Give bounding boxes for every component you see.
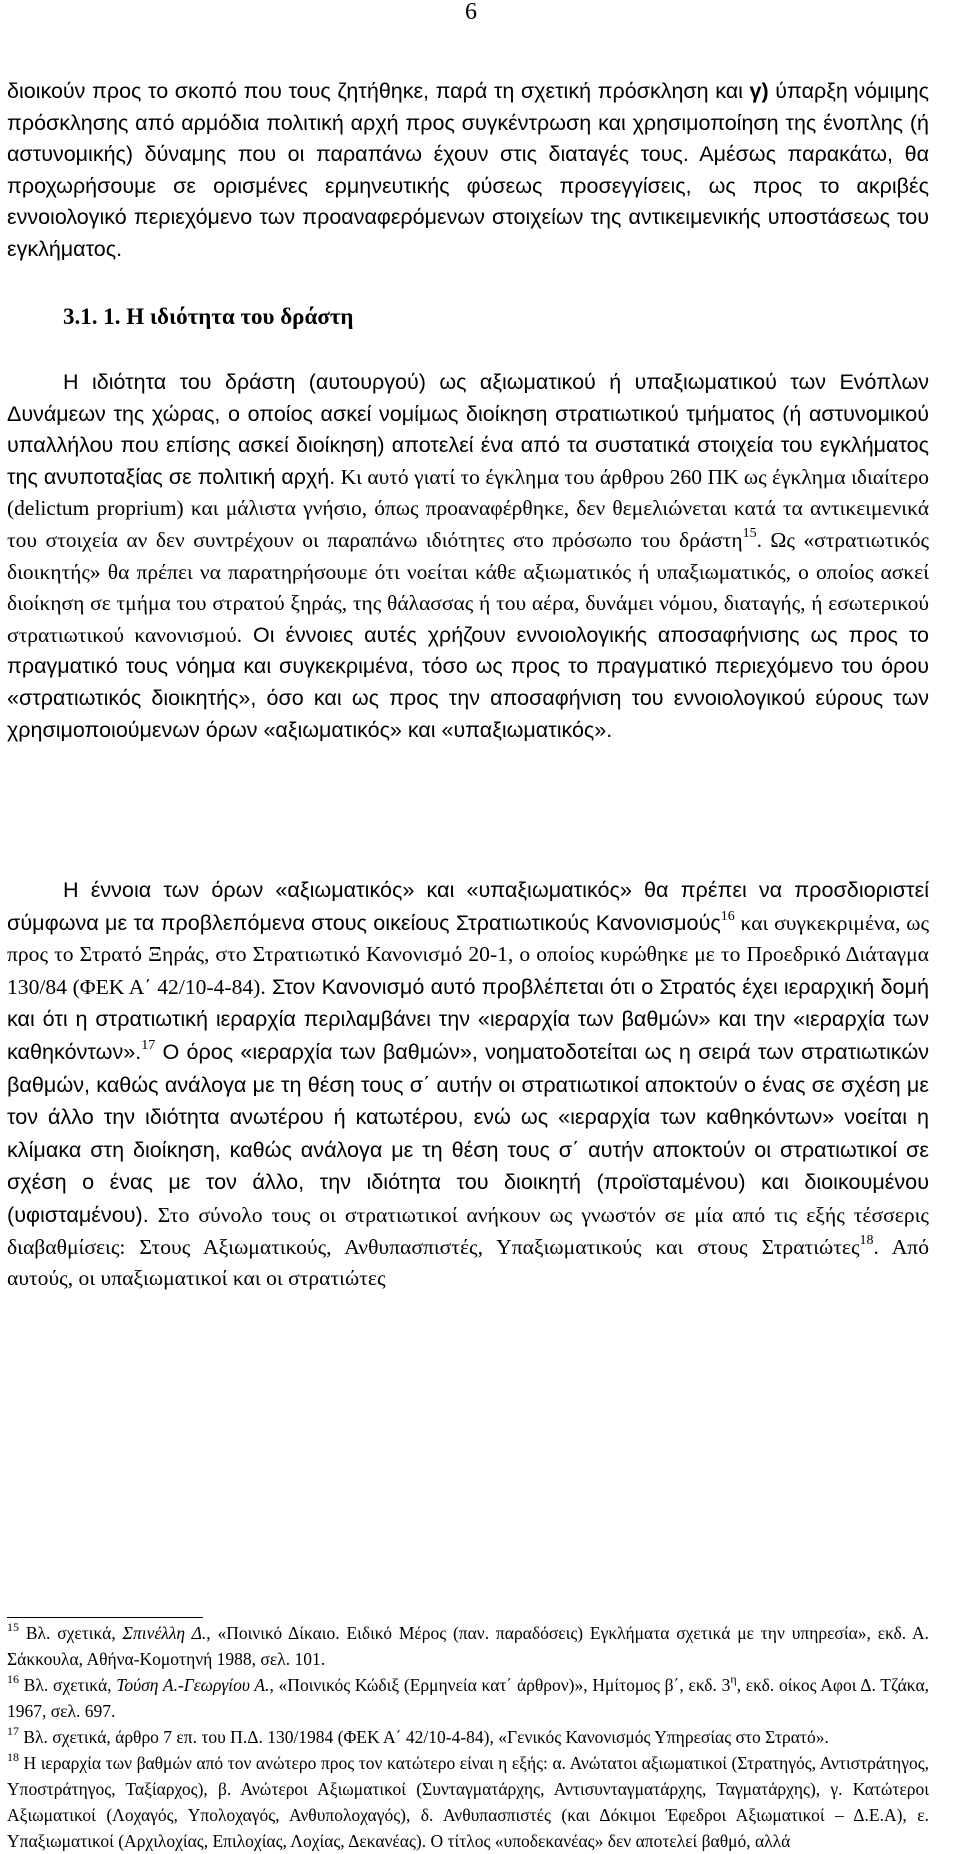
paragraph-officer-terms <box>7 874 929 1295</box>
footnote-number: 17 <box>7 1724 19 1738</box>
text-segment: ύπαρξη νόμιμης πρόσκλησης από αρμόδια πολιτική αρχή προς συγκέντρωση και χρησιμοποίηση της ένοπλης (ή αστυνομικής) δύναμης που οι παραπάνω έχουν στις διαταγές τους. Αμέσως παρακάτω, θα προχωρήσουμε σε ορισμένες ερμηνευτικής φύσεως προσεγγίσεις, ως προς το ακριβές εννοιολογικό περιεχόμενο των προαναφερόμενων στοιχείων της αντικειμενικής υποστάσεως του εγκλήματος. <box>7 79 929 261</box>
text-segment: Ο όρος «ιεραρχία των βαθμών», νοηματοδοτείται ως η σειρά των στρατιωτικών βαθμών, καθώς ανάλογα με τη θέση τους σ΄ αυτήν οι στρατιωτικοί αποκτούν ο ένας σε σχέση με τον άλλο την ιδιότητα ανωτέρου ή κατωτέρου, ενώ ως «ιεραρχία των καθηκόντων» νοείται η κλίμακα στη διοίκηση, καθώς ανάλογα με τη θέση τους σ΄ αυτήν αποκτούν οι στρατιωτικοί σε σχέση ο ένας με τον άλλο, την ιδιότητα του διοικητή (προϊσταμένου) και διοικουμένου (υφισταμένου). <box>7 1038 929 1227</box>
footnote-text: Η ιεραρχία των βαθμών από τον ανώτερο προς τον κατώτερο είναι η εξής: α. Ανώτατοι αξιωματικοί (Στρατηγός, Αντιστράτηγος, Υποστράτηγος, Ταξίαρχος), β. Ανώτεροι Αξιωματικοί (Συνταγματάρχης, Αντισυνταγματάρχης, Ταγματάρχης), γ. Κατώτεροι Αξιωματικοί (Λοχαγός, Υπολοχαγός, Ανθυπολοχαγός), δ. Ανθυπασπιστές (και Δόκιμοι Έφεδροι Αξιωματικοί – Δ.Ε.Α), ε. Υπαξιωματικοί (Αρχιλοχίας, Επιλοχίας, Λοχίας, Δεκανέας). Ο τίτλος «υποδεκανέας» δεν αποτελεί βαθμό, αλλά <box>7 1753 929 1851</box>
text-segment: Στον Κανονισμό αυτό προβλέπεται ότι ο Στρατός έχει ιεραρχική δομή και ότι η στρατιωτική ιεραρχία περιλαμβάνει την «ιεραρχία των βαθμών» και την «ιεραρχία των καθηκόντων». <box>7 973 929 1064</box>
page-number: 6 <box>465 0 477 25</box>
footnote-18 <box>7 1750 929 1854</box>
bold-marker: γ) <box>749 79 769 103</box>
footnote-ref-18[interactable]: 18 <box>859 1232 874 1248</box>
footnote-text: Βλ. σχετικά, <box>19 1675 117 1695</box>
text-segment: . Ως «στρατιωτικός διοικητής» θα πρέπει να παρατηρήσουμε ότι νοείται κάθε αξιωματικός ή υπαξιωματικός, ο οποίος ασκεί διοίκηση σε τμήμα του στρατού ξηράς, της θάλασσας ή του αέρα, δυνάμει νόμου, διαταγής, ή εσωτερικού στρατιωτικού κανονισμού. <box>7 527 929 647</box>
paragraph-intro <box>7 76 929 265</box>
text-segment: διοικούν προς το σκοπό που τους ζητήθηκε, παρά τη σχετική πρόσκληση και <box>7 79 750 103</box>
text-segment: Κι αυτό γιατί το έγκλημα του άρθρου 260 ΠΚ ως έγκλημα ιδιαίτερο (delictum proprium) και μάλιστα γνήσιο, όπως προαναφέρθηκε, δεν θεμελιώνεται κατά τα αντικειμενικά του στοιχεία αν δεν συντρέχουν οι παραπάνω ιδιότητες στο πρόσωπο του δράστη <box>7 464 929 552</box>
footnote-ref-15[interactable]: 15 <box>742 525 757 541</box>
footnote-number: 16 <box>7 1672 19 1686</box>
footnote-text: Βλ. σχετικά, <box>19 1623 123 1643</box>
footnote-ref-17[interactable]: 17 <box>141 1037 156 1053</box>
footnote-author: Τούση Α.-Γεωργίου Α. <box>116 1675 270 1695</box>
footnote-divider <box>7 1617 203 1618</box>
footnote-number: 15 <box>7 1620 19 1634</box>
text-segment: Οι έννοιες αυτές χρήζουν εννοιολογικής αποσαφήνισης ως προς το πραγματικό τους νόημα και συγκεκριμένα, τόσο ως προς το πραγματικό περιεχόμενο του όρου «στρατιωτικός διοικητής», όσο και ως προς την αποσαφήνιση του εννοιολογικού εύρους των χρησιμοποιούμενων όρων «αξιωματικός» και «υπαξιωματικός». <box>7 622 929 742</box>
footnotes-section <box>7 1620 929 1854</box>
paragraph-offender-quality <box>7 367 929 746</box>
footnote-author: Σπινέλλη Δ. <box>122 1623 207 1643</box>
footnote-text: , «Ποινικό Δίκαιο. Ειδικό Μέρος (παν. παραδόσεις) Εγκλήματα σχετικά με την υπηρεσία», εκδ. Α. Σάκκουλα, Αθήνα-Κομοτηνή 1988, σελ. 101. <box>7 1623 929 1669</box>
footnote-15 <box>7 1620 929 1672</box>
edition-superscript: η <box>730 1672 737 1686</box>
footnote-text: , «Ποινικός Κώδιξ (Ερμηνεία κατ΄ άρθρον)», Ημίτομος β΄, εκδ. 3 <box>269 1675 731 1695</box>
footnote-16 <box>7 1672 929 1724</box>
text-segment: και συγκεκριμένα, ως προς το Στρατό Ξηράς, στο Στρατιωτικό Κανονισμό 20-1, ο οποίος κυρώθηκε με το Προεδρικό Διάταγμα 130/84 (ΦΕΚ Α΄ 42/10-4-84). <box>7 910 929 999</box>
text-segment: . Από αυτούς, οι υπαξιωματικοί και οι στρατιώτες <box>7 1234 929 1291</box>
text-segment: Η ιδιότητα του δράστη (αυτουργού) ως αξιωματικού ή υπαξιωματικού των Ενόπλων Δυνάμεων της χώρας, ο οποίος ασκεί νομίμως διοίκηση στρατιωτικού τμήματος (ή αστυνομικού υπαλλήλου που επίσης ασκεί διοίκηση) αποτελεί ένα από τα συστατικά στοιχεία του εγκλήματος της ανυποταξίας σε πολιτική αρχή. <box>7 370 929 489</box>
footnote-text: Βλ. σχετικά, άρθρο 7 επ. του Π.Δ. 130/1984 (ΦΕΚ Α΄ 42/10-4-84), «Γενικός Κανονισμός Υπηρεσίας στο Στρατό». <box>19 1727 829 1747</box>
footnote-text: , εκδ. οίκος Αφοι Δ. Τζάκα, 1967, σελ. 697. <box>7 1675 929 1721</box>
footnote-ref-16[interactable]: 16 <box>720 908 735 924</box>
footnote-number: 18 <box>7 1750 19 1764</box>
footnote-17 <box>7 1724 929 1750</box>
text-segment: Στο σύνολο τους οι στρατιωτικοί ανήκουν ως γνωστόν σε μία από τις εξής τέσσερις διαβαθμίσεις: Στους Αξιωματικούς, Ανθυπασπιστές, Υπαξιωματικούς και στους Στρατιώτες <box>7 1202 929 1259</box>
section-heading: 3.1. 1. Η ιδιότητα του δράστη <box>63 304 354 329</box>
text-segment: Η έννοια των όρων «αξιωματικός» και «υπαξιωματικός» θα πρέπει να προσδιοριστεί σύμφωνα με τα προβλεπόμενα στους οικείους Στρατιωτικούς Κανονισμούς <box>7 877 929 935</box>
